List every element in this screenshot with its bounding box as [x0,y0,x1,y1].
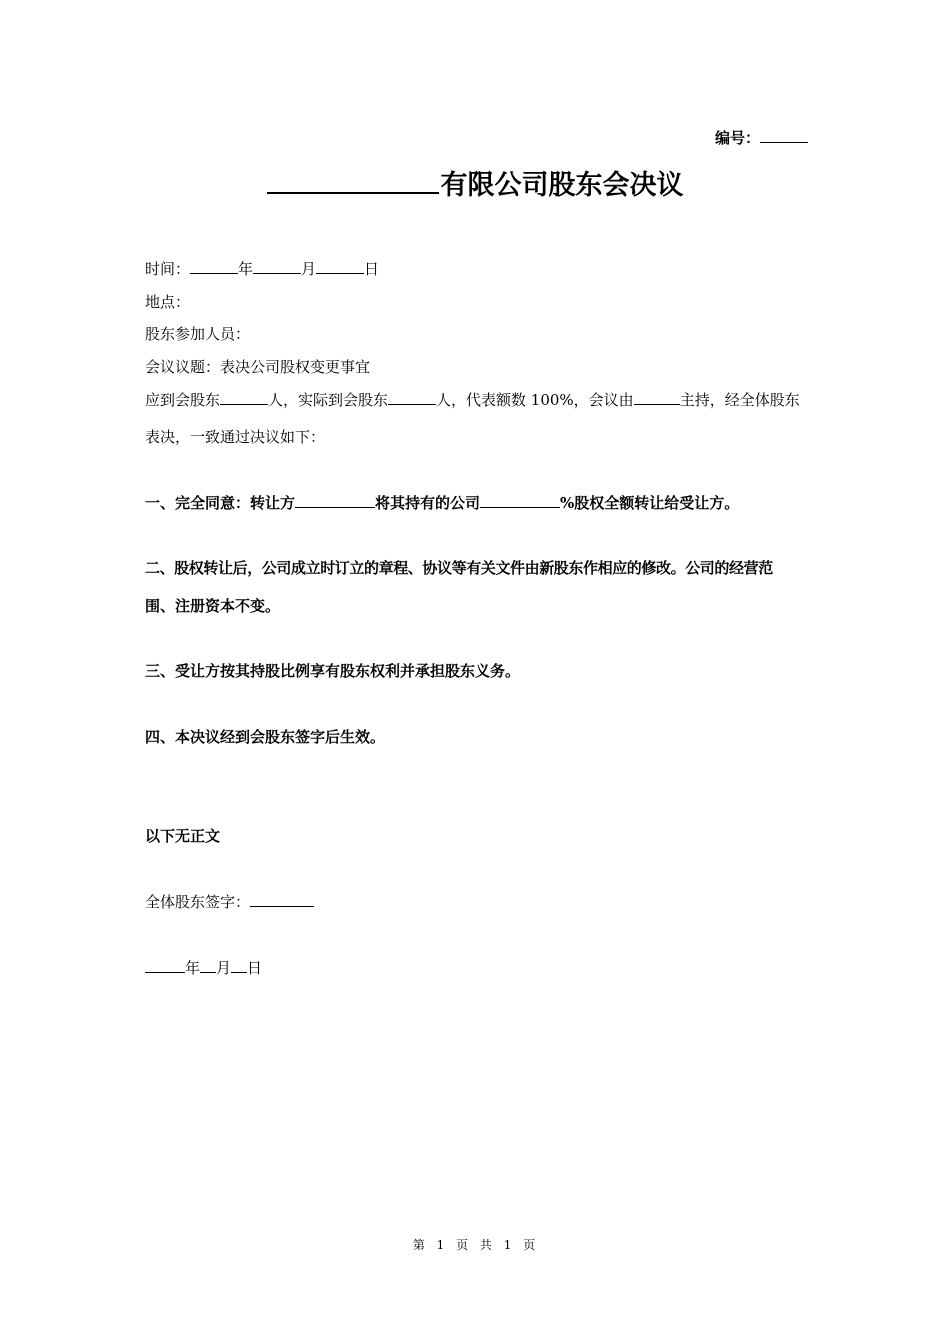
topic-value: 表决公司股权变更事宜 [220,358,371,376]
resolution-3 [145,660,520,681]
resolution-2-text-2: 围、注册资本不变。 [145,597,281,615]
attendees-label: 股东参加人员： [145,325,251,343]
signature-label: 全体股东签字： [145,893,251,911]
page-number: 第 1 页 共 1 页 [412,1238,538,1252]
resolution-3-text: 三、受让方按其持股比例享有股东权利并承担股东义务。 [145,662,521,680]
resolution-2-line-2 [145,595,280,616]
resolution-1-text-3: %股权全额转让给受让方。 [560,494,740,512]
sign-month-label: 月 [216,959,232,977]
day-blank [316,260,364,274]
title-text: 有限公司股东会决议 [440,170,684,201]
attendance-text-5: 表决，一致通过决议如下： [145,428,326,446]
day-label: 日 [364,260,380,278]
attendance-line-2 [145,426,325,447]
month-label: 月 [301,260,317,278]
no-more-text-label: 以下无正文 [145,827,221,845]
sign-day-label: 日 [247,959,263,977]
topic-label: 会议议题： [145,358,221,376]
resolution-2-text-1: 二、股权转让后，公司成立时订立的章程、协议等有关文件由新股东作相应的修改。公司的经营范 [145,559,773,577]
no-more-text [145,825,220,846]
year-blank [190,260,238,274]
signature-date [145,957,262,978]
document-number [715,127,808,148]
resolution-2-line-1 [145,557,773,578]
resolution-1-text-1: 一、完全同意：转让方 [145,494,296,512]
signature-blank [250,893,314,907]
month-blank [253,260,301,274]
expected-count-blank [220,391,268,405]
signature-line [145,891,314,912]
time-label: 时间： [145,260,191,278]
page-title [0,163,950,202]
document-number-label: 编号： [714,129,760,147]
equity-percent-blank [480,494,560,508]
meeting-time [145,258,379,279]
attendance-text-2: 人，实际到会股东 [268,391,389,409]
company-name-blank [267,164,439,194]
place-label: 地点： [145,293,191,311]
resolution-4-text: 四、本决议经到会股东签字后生效。 [145,728,386,746]
year-label: 年 [238,260,254,278]
resolution-1-text-2: 将其持有的公司 [375,494,481,512]
host-blank [634,391,680,405]
sign-day-blank [231,959,247,973]
resolution-4 [145,726,385,747]
sign-year-label: 年 [185,959,201,977]
resolution-1 [145,492,739,513]
attendance-text-1: 应到会股东 [145,391,221,409]
attendance-line-1 [145,389,800,410]
sign-month-blank [200,959,216,973]
meeting-place [145,291,190,312]
attendance-text-4: 主持，经全体股东 [679,391,800,409]
meeting-attendees [145,323,250,344]
meeting-topic [145,356,370,377]
page-footer [0,1236,950,1253]
transferor-blank [295,494,375,508]
actual-count-blank [388,391,436,405]
document-number-blank [760,128,808,143]
attendance-text-3: 人，代表额数 100%，会议由 [436,391,634,409]
sign-year-blank [145,959,185,973]
